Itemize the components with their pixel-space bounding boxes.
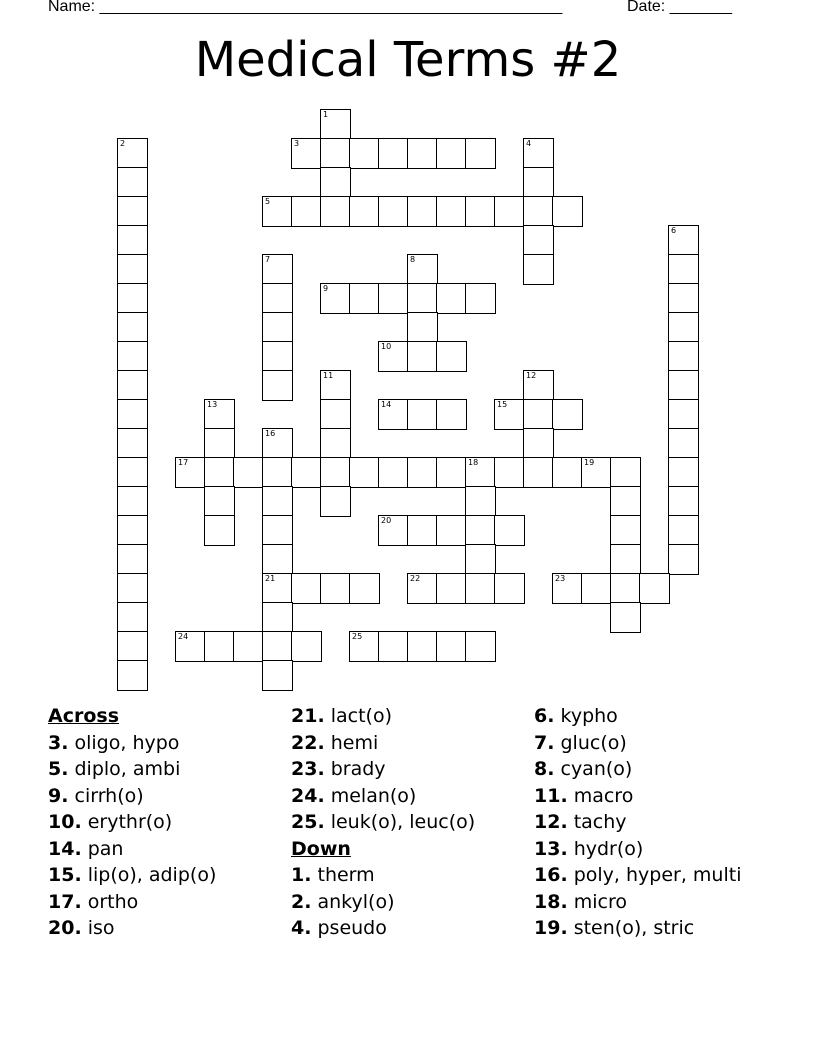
grid-cell[interactable] [378, 283, 409, 314]
grid-cell[interactable] [668, 428, 699, 459]
clue-number-label: 18. [534, 890, 568, 913]
grid-cell[interactable] [204, 457, 235, 488]
grid-cell[interactable] [175, 631, 206, 662]
grid-cell[interactable] [320, 486, 351, 517]
clue-number: 16 [265, 429, 276, 438]
grid-cell[interactable] [320, 196, 351, 227]
grid-cell[interactable] [233, 457, 264, 488]
grid-cell[interactable] [465, 544, 496, 575]
grid-cell[interactable] [523, 225, 554, 256]
clue-item [534, 915, 741, 942]
clue-number-label: 21. [291, 705, 325, 727]
clue-text: pseudo [311, 917, 387, 939]
grid-cell[interactable] [291, 138, 322, 169]
grid-cell[interactable] [436, 283, 467, 314]
grid-cell[interactable] [262, 602, 293, 633]
clue-item [48, 730, 216, 757]
grid-cell[interactable] [494, 399, 525, 430]
clue-number-label: 15. [48, 864, 82, 886]
grid-cell[interactable] [407, 312, 438, 343]
grid-cell[interactable] [262, 254, 293, 285]
grid-cell[interactable] [262, 486, 293, 517]
clue-item [291, 809, 475, 836]
grid-cell[interactable] [552, 573, 583, 604]
grid-cell[interactable] [465, 515, 496, 546]
clue-number: 24 [178, 632, 189, 641]
grid-cell[interactable] [262, 196, 293, 227]
grid-cell[interactable] [320, 399, 351, 430]
grid-cell[interactable] [494, 457, 525, 488]
grid-cell[interactable] [552, 399, 583, 430]
grid-cell[interactable] [378, 138, 409, 169]
clue-number-label: 22. [291, 731, 325, 754]
grid-cell[interactable] [320, 167, 351, 198]
grid-cell[interactable] [117, 573, 148, 604]
clue-item [534, 783, 741, 810]
clue-item [534, 756, 741, 783]
grid-cell[interactable] [523, 428, 554, 459]
grid-cell[interactable] [291, 196, 322, 227]
grid-cell[interactable] [668, 399, 699, 430]
grid-cell[interactable] [320, 138, 351, 169]
grid-cell[interactable] [117, 631, 148, 662]
clue-number-label: 12. [534, 811, 568, 833]
clue-number: 11 [323, 371, 334, 380]
grid-cell[interactable] [233, 631, 264, 662]
grid-cell[interactable] [523, 196, 554, 227]
clue-item [48, 809, 216, 836]
clue-text: poly, hyper, multi [567, 864, 742, 886]
grid-cell[interactable] [117, 370, 148, 401]
clue-number-label: 5. [48, 758, 69, 780]
grid-cell[interactable] [291, 457, 322, 488]
clue-number: 17 [178, 458, 189, 467]
grid-cell[interactable] [668, 486, 699, 517]
clue-number-label: 3. [48, 731, 69, 754]
grid-cell[interactable] [436, 515, 467, 546]
grid-cell[interactable] [349, 196, 380, 227]
clue-number: 5 [265, 197, 271, 206]
grid-cell[interactable] [378, 341, 409, 372]
grid-cell[interactable] [262, 660, 293, 691]
clue-text: therm [311, 864, 375, 886]
grid-cell[interactable] [378, 631, 409, 662]
clue-number-label: 9. [48, 784, 69, 807]
clue-text: pan [81, 837, 124, 860]
grid-cell[interactable] [117, 167, 148, 198]
clue-text: tachy [567, 811, 627, 833]
clue-item [534, 889, 741, 916]
grid-cell[interactable] [668, 312, 699, 343]
grid-cell[interactable] [523, 138, 554, 169]
clue-item [48, 862, 216, 889]
grid-cell[interactable] [610, 457, 641, 488]
clue-text: lip(o), adip(o) [81, 864, 217, 886]
grid-cell[interactable] [610, 573, 641, 604]
clue-number-label: 11. [534, 784, 568, 807]
clue-number-label: 16. [534, 864, 568, 886]
clue-number: 14 [381, 400, 392, 409]
grid-cell[interactable] [407, 196, 438, 227]
grid-cell[interactable] [349, 283, 380, 314]
grid-cell[interactable] [204, 631, 235, 662]
grid-cell[interactable] [668, 515, 699, 546]
grid-cell[interactable] [117, 341, 148, 372]
clue-heading: Across [48, 705, 120, 727]
grid-cell[interactable] [262, 631, 293, 662]
grid-cell[interactable] [204, 399, 235, 430]
grid-cell[interactable] [668, 254, 699, 285]
grid-cell[interactable] [117, 457, 148, 488]
grid-cell[interactable] [494, 196, 525, 227]
clue-item [291, 889, 475, 916]
grid-cell[interactable] [436, 399, 467, 430]
clue-number: 3 [294, 139, 300, 148]
grid-cell[interactable] [436, 457, 467, 488]
grid-cell[interactable] [204, 486, 235, 517]
clue-number: 23 [555, 574, 566, 583]
grid-cell[interactable] [465, 573, 496, 604]
grid-cell[interactable] [262, 312, 293, 343]
clue-text: brady [324, 758, 386, 780]
grid-cell[interactable] [378, 399, 409, 430]
grid-cell[interactable] [639, 573, 670, 604]
grid-cell[interactable] [668, 457, 699, 488]
clue-number-label: 14. [48, 837, 82, 860]
clue-number: 19 [584, 458, 595, 467]
grid-cell[interactable] [117, 138, 148, 169]
clue-number-label: 17. [48, 890, 82, 913]
grid-cell[interactable] [320, 428, 351, 459]
grid-cell[interactable] [262, 544, 293, 575]
grid-cell[interactable] [581, 457, 612, 488]
clue-number-label: 8. [534, 758, 555, 780]
grid-cell[interactable] [407, 631, 438, 662]
grid-cell[interactable] [668, 370, 699, 401]
grid-cell[interactable] [262, 515, 293, 546]
clue-text: gluc(o) [554, 731, 627, 754]
grid-cell[interactable] [436, 341, 467, 372]
clue-item [534, 703, 741, 730]
clue-number-label: 19. [534, 917, 568, 939]
clue-text: hydr(o) [567, 837, 644, 860]
grid-cell[interactable] [610, 544, 641, 575]
grid-cell[interactable] [262, 457, 293, 488]
clue-number-label: 24. [291, 784, 325, 807]
clue-number-label: 20. [48, 917, 82, 939]
clue-number: 22 [410, 574, 421, 583]
grid-cell[interactable] [117, 602, 148, 633]
grid-cell[interactable] [610, 486, 641, 517]
clue-item [534, 730, 741, 757]
grid-cell[interactable] [175, 457, 206, 488]
grid-cell[interactable] [262, 283, 293, 314]
clue-number: 18 [468, 458, 479, 467]
clue-number-label: 6. [534, 705, 555, 727]
clue-text: cyan(o) [554, 758, 633, 780]
grid-cell[interactable] [407, 341, 438, 372]
clue-number: 12 [526, 371, 537, 380]
clue-number: 8 [410, 255, 416, 264]
grid-cell[interactable] [465, 486, 496, 517]
grid-cell[interactable] [117, 399, 148, 430]
grid-cell[interactable] [407, 254, 438, 285]
clue-text: sten(o), stric [567, 917, 695, 939]
grid-cell[interactable] [465, 196, 496, 227]
grid-cell[interactable] [117, 515, 148, 546]
grid-cell[interactable] [378, 196, 409, 227]
grid-cell[interactable] [117, 196, 148, 227]
grid-cell[interactable] [349, 138, 380, 169]
grid-cell[interactable] [262, 341, 293, 372]
clue-text: ortho [81, 890, 139, 913]
grid-cell[interactable] [494, 515, 525, 546]
name-field-label: Name: ____________________________________________________ [48, 0, 563, 15]
grid-cell[interactable] [320, 370, 351, 401]
clue-item [48, 783, 216, 810]
clue-text: leuk(o), leuc(o) [324, 811, 476, 833]
grid-cell[interactable] [494, 573, 525, 604]
grid-cell[interactable] [407, 399, 438, 430]
clue-number: 7 [265, 255, 271, 264]
grid-cell[interactable] [204, 515, 235, 546]
clue-number: 6 [671, 226, 677, 235]
clue-text: macro [567, 784, 634, 807]
clue-item [48, 889, 216, 916]
grid-cell[interactable] [378, 457, 409, 488]
grid-cell[interactable] [117, 660, 148, 691]
clue-item [291, 783, 475, 810]
grid-cell[interactable] [668, 341, 699, 372]
grid-cell[interactable] [407, 515, 438, 546]
grid-cell[interactable] [262, 428, 293, 459]
grid-cell[interactable] [523, 457, 554, 488]
grid-cell[interactable] [349, 631, 380, 662]
grid-cell[interactable] [117, 544, 148, 575]
grid-cell[interactable] [465, 631, 496, 662]
clue-text: melan(o) [324, 784, 417, 807]
grid-cell[interactable] [523, 167, 554, 198]
clue-number: 13 [207, 400, 218, 409]
clue-number-label: 4. [291, 917, 312, 939]
grid-cell[interactable] [349, 573, 380, 604]
clue-column-3 [534, 703, 741, 942]
grid-cell[interactable] [436, 196, 467, 227]
clue-item [291, 703, 475, 730]
clue-number-label: 1. [291, 864, 312, 886]
grid-cell[interactable] [552, 196, 583, 227]
grid-cell[interactable] [262, 573, 293, 604]
clue-number-label: 13. [534, 837, 568, 860]
clue-number: 10 [381, 342, 392, 351]
clue-number: 9 [323, 284, 329, 293]
grid-cell[interactable] [117, 428, 148, 459]
grid-cell[interactable] [523, 399, 554, 430]
clue-text: diplo, ambi [68, 758, 181, 780]
clue-text: kypho [554, 705, 618, 727]
grid-cell[interactable] [117, 283, 148, 314]
grid-cell[interactable] [117, 312, 148, 343]
clue-item [291, 862, 475, 889]
clue-item [534, 862, 741, 889]
grid-cell[interactable] [436, 631, 467, 662]
grid-cell[interactable] [668, 225, 699, 256]
grid-cell[interactable] [523, 254, 554, 285]
clue-number: 21 [265, 574, 276, 583]
clue-item [534, 836, 741, 863]
page-title: Medical Terms #2 [194, 32, 622, 88]
grid-cell[interactable] [291, 631, 322, 662]
grid-cell[interactable] [581, 573, 612, 604]
grid-cell[interactable] [320, 457, 351, 488]
clue-text: micro [567, 890, 627, 913]
clue-item [291, 915, 475, 942]
clue-number-label: 2. [291, 890, 312, 913]
clue-item [534, 809, 741, 836]
grid-cell[interactable] [407, 283, 438, 314]
grid-cell[interactable] [523, 370, 554, 401]
clue-text: lact(o) [324, 705, 392, 727]
clue-column-2 [291, 703, 475, 942]
clue-text: hemi [324, 731, 379, 754]
clue-text: erythr(o) [81, 811, 173, 833]
grid-cell[interactable] [465, 457, 496, 488]
grid-cell[interactable] [117, 254, 148, 285]
clue-item [48, 836, 216, 863]
clue-number-label: 10. [48, 811, 82, 833]
grid-cell[interactable] [204, 428, 235, 459]
grid-cell[interactable] [436, 573, 467, 604]
grid-cell[interactable] [465, 283, 496, 314]
clue-column-1 [48, 703, 216, 942]
clue-number-label: 7. [534, 731, 555, 754]
clue-number: 15 [497, 400, 508, 409]
clue-heading: Down [291, 837, 351, 860]
clue-number-label: 23. [291, 758, 325, 780]
clue-number: 2 [120, 139, 126, 148]
clue-item [291, 756, 475, 783]
clue-item [291, 730, 475, 757]
grid-cell[interactable] [117, 225, 148, 256]
grid-cell[interactable] [407, 573, 438, 604]
grid-cell[interactable] [668, 544, 699, 575]
clue-item [48, 756, 216, 783]
clue-text: oligo, hypo [68, 731, 180, 754]
grid-cell[interactable] [552, 457, 583, 488]
grid-cell[interactable] [262, 370, 293, 401]
clue-number: 4 [526, 139, 532, 148]
grid-cell[interactable] [407, 138, 438, 169]
grid-cell[interactable] [610, 602, 641, 633]
grid-cell[interactable] [610, 515, 641, 546]
grid-cell[interactable] [117, 486, 148, 517]
clue-text: ankyl(o) [311, 890, 395, 913]
grid-cell[interactable] [291, 573, 322, 604]
grid-cell[interactable] [465, 138, 496, 169]
grid-cell[interactable] [320, 283, 351, 314]
grid-cell[interactable] [320, 573, 351, 604]
clue-number: 25 [352, 632, 363, 641]
date-field-label: Date: _______ [627, 0, 732, 15]
clue-number: 20 [381, 516, 392, 525]
clue-number: 1 [323, 110, 329, 119]
grid-cell[interactable] [436, 138, 467, 169]
clue-text: cirrh(o) [68, 784, 144, 807]
grid-cell[interactable] [407, 457, 438, 488]
grid-cell[interactable] [320, 109, 351, 140]
clue-text: iso [81, 917, 115, 939]
grid-cell[interactable] [378, 515, 409, 546]
grid-cell[interactable] [668, 283, 699, 314]
clue-item [48, 915, 216, 942]
clue-number-label: 25. [291, 811, 325, 833]
grid-cell[interactable] [349, 457, 380, 488]
